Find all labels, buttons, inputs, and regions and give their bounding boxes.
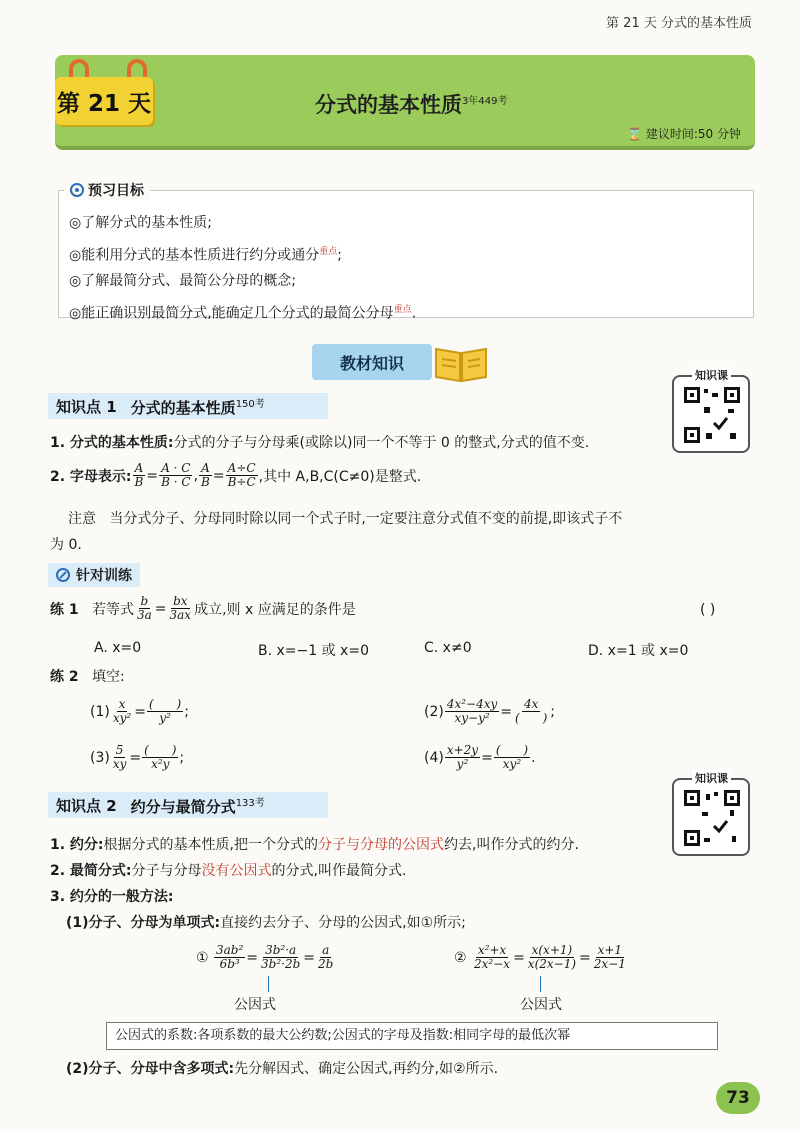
fill-item-3: (3) $\frac{5}{xy}$ = $\frac{( )}{\text{x²y}}$ ;: [90, 743, 185, 771]
kp2-header: 知识点 2 约分与最简分式$^{133考}$: [48, 792, 328, 818]
section-banner: 教材知识: [312, 344, 432, 380]
arrow-line: [540, 976, 541, 992]
goal-item: ◎能利用分式的基本性质进行约分或通分$^{重点}$;: [69, 247, 342, 264]
gcf-label-1: 公因式: [234, 997, 276, 1013]
running-header: 第 21 天 分式的基本性质: [606, 16, 752, 31]
book-icon: [432, 343, 490, 383]
day-banner: [55, 55, 755, 150]
option-a[interactable]: A. x=0: [94, 640, 142, 656]
qr-code-box[interactable]: 知识课: [672, 778, 750, 856]
day-label: 第 21 天: [56, 90, 152, 117]
option-c[interactable]: C. x≠0: [424, 640, 472, 656]
answer-bracket[interactable]: ( ): [700, 602, 716, 618]
kp2-line2: 2. 最简分式:分子与分母没有公因式的分式,叫作最简分式.: [50, 863, 407, 879]
qr-code-box[interactable]: 知识课: [672, 375, 750, 453]
suggested-time: ⌛ 建议时间:50 分钟: [627, 127, 741, 141]
kp1-note: 注意 当分式分子、分母同时除以同一个式子时,一定要注意分式值不变的前提,即该式子不: [68, 511, 623, 527]
example-1: ① $\frac{\text{3ab²}}{\text{6b³}}$ = $\frac{\text{3b²·a}}{\text{3b²·2b}}$ = $\frac{a}{2b}$: [196, 943, 334, 971]
arrow-line: [268, 976, 269, 992]
exercise-2: 练 2 填空:: [50, 669, 125, 685]
day-tab: [55, 77, 153, 125]
fill-item-2: (2) $\frac{\text{4x²−4xy}}{\text{xy−y²}}$ = $\frac{4x}{( )}$ ;: [424, 697, 555, 725]
kp2-line4: (1)分子、分母为单项式:直接约去分子、分母的公因式,如①所示;: [66, 915, 466, 931]
exercise-1: 练 1 若等式 $\frac{b}{3a}$ = $\frac{bx}{3ax}$ 成立,则 x 应满足的条件是: [50, 594, 356, 622]
page-title: 分式的基本性质$^{3年449考}$: [315, 93, 508, 117]
training-header: 针对训练: [48, 563, 140, 587]
goal-item: ◎了解分式的基本性质;: [69, 215, 212, 231]
goals-box: [58, 190, 754, 322]
qr-code-icon: [684, 790, 740, 846]
example-2: ② $\frac{\text{x²+x}}{\text{2x²−x}}$ = $\frac{x(x+1)}{x(2x-1)}$ = $\frac{x+1}{2x-1}$: [454, 943, 626, 971]
exam-count: 3年449考: [462, 96, 508, 107]
goals-label: 预习目标: [64, 180, 150, 200]
option-d[interactable]: D. x=1 或 x=0: [588, 643, 689, 659]
kp2-line5: (2)分子、分母中含多项式:先分解因式、确定公因式,再约分,如②所示.: [66, 1061, 499, 1077]
fill-item-1: (1) $\frac{x}{\text{xy²}}$ = $\frac{( )}{\text{y²}}$ ;: [90, 697, 189, 725]
option-b[interactable]: B. x=−1 或 x=0: [258, 643, 369, 659]
pencil-icon: [56, 568, 70, 582]
goal-item: ◎能正确识别最简分式,能确定几个分式的最简公分母$^{重点}$.: [69, 305, 417, 322]
goal-item: ◎了解最简分式、最简公分母的概念;: [69, 273, 296, 289]
gcf-note-box: 公因式的系数:各项系数的最大公约数;公因式的字母及指数:相同字母的最低次幂: [106, 1022, 718, 1050]
kp2-line1: 1. 约分:根据分式的基本性质,把一个分式的分子与分母的公因式约去,叫作分式的约分.: [50, 837, 579, 853]
fill-item-4: (4) $\frac{x+2y}{\text{y²}}$ = $\frac{( )}{\text{xy²}}$ .: [424, 743, 536, 771]
page-number: 73: [716, 1082, 760, 1114]
target-icon: [70, 183, 84, 197]
kp1-note-cont: 为 0.: [50, 537, 82, 553]
kp1-header: 知识点 1 分式的基本性质$^{150考}$: [48, 393, 328, 419]
kp2-line3: 3. 约分的一般方法:: [50, 889, 174, 905]
kp1-line1: 1. 分式的基本性质:分式的分子与分母乘(或除以)同一个不等于 0 的整式,分式的值不变.: [50, 435, 590, 451]
kp1-line2: 2. 字母表示: $\frac{A}{B}$ = $\frac{A \cdot C}{B \cdot C}$ , $\frac{A}{B}$ = $\frac{A\div C}{B\div C}$ ,其中 A,B,C(C≠0)是整式.: [50, 461, 422, 489]
qr-code-icon: [684, 387, 740, 443]
gcf-label-2: 公因式: [520, 997, 562, 1013]
